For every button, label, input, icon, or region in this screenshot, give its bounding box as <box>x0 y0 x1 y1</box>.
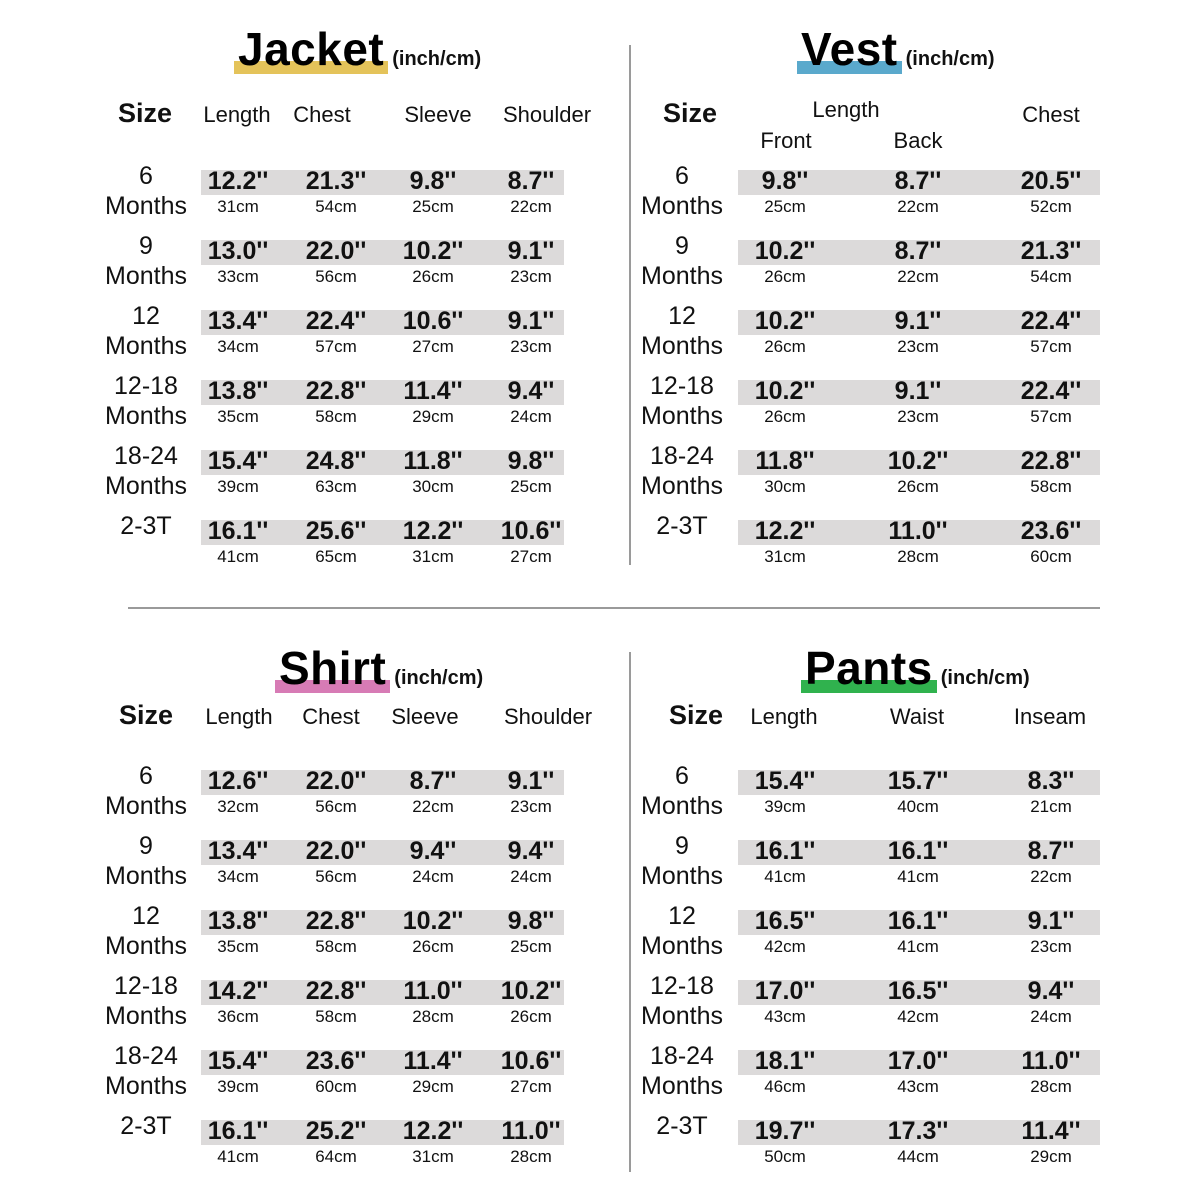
size-label: 12-18 Months <box>105 972 187 1030</box>
cm-value: 22cm <box>510 197 552 216</box>
cm-value: 32cm <box>217 797 259 816</box>
cm-value: 24cm <box>510 407 552 426</box>
inch-value: 15.4'' <box>207 1047 269 1075</box>
cm-value: 52cm <box>1030 197 1072 216</box>
cm-value: 26cm <box>764 337 806 356</box>
cm-value: 39cm <box>217 477 259 496</box>
size-label: 6 Months <box>641 762 723 820</box>
cm-value: 25cm <box>764 197 806 216</box>
jacket-header-shoulder: Shoulder <box>502 102 592 127</box>
inch-value: 24.8'' <box>305 447 367 475</box>
inch-value: 11.0'' <box>501 1117 561 1145</box>
jacket-header-length: Length <box>203 102 271 127</box>
inch-value: 15.4'' <box>207 447 269 475</box>
inch-value: 21.3'' <box>1020 237 1082 265</box>
cm-value: 29cm <box>412 1077 454 1096</box>
size-label: 12 Months <box>641 902 723 960</box>
inch-value: 16.5'' <box>887 977 949 1005</box>
inch-value: 17.3'' <box>887 1117 949 1145</box>
inch-value: 10.2'' <box>402 237 464 265</box>
inch-value: 14.2'' <box>207 977 269 1005</box>
cm-value: 56cm <box>315 797 357 816</box>
inch-value: 11.0'' <box>888 517 948 545</box>
cm-value: 25cm <box>510 477 552 496</box>
inch-value: 22.0'' <box>305 767 367 795</box>
pants-header-inseam: Inseam <box>1013 704 1087 729</box>
cm-value: 24cm <box>412 867 454 886</box>
cm-value: 31cm <box>764 547 806 566</box>
vest-header-front: Front <box>760 128 812 153</box>
cm-value: 57cm <box>1030 337 1072 356</box>
cm-value: 21cm <box>1030 797 1072 816</box>
cm-value: 28cm <box>897 547 939 566</box>
jacket-table <box>0 0 600 600</box>
pants-table <box>600 600 1200 1200</box>
inch-value: 10.2'' <box>402 907 464 935</box>
inch-value: 10.6'' <box>500 1047 562 1075</box>
cm-value: 27cm <box>510 1077 552 1096</box>
table-row <box>600 972 1200 1047</box>
cm-value: 27cm <box>510 547 552 566</box>
pants-unit: (inch/cm) <box>940 667 1030 689</box>
inch-value: 16.1'' <box>207 1117 269 1145</box>
cm-value: 57cm <box>1030 407 1072 426</box>
inch-value: 22.4'' <box>1020 307 1082 335</box>
inch-value: 9.8'' <box>507 447 555 475</box>
inch-value: 9.1'' <box>894 377 942 405</box>
cm-value: 43cm <box>897 1077 939 1096</box>
vest-header-length-group: Length <box>812 97 880 122</box>
inch-value: 18.1'' <box>754 1047 816 1075</box>
cm-value: 23cm <box>897 407 939 426</box>
vest-title: Vest <box>801 26 898 72</box>
pants-header-length: Length <box>750 704 818 729</box>
table-row <box>600 902 1200 977</box>
inch-value: 13.4'' <box>207 307 269 335</box>
cm-value: 41cm <box>897 867 939 886</box>
table-row <box>0 512 600 587</box>
cm-value: 26cm <box>764 267 806 286</box>
jacket-unit: (inch/cm) <box>392 48 482 70</box>
inch-value: 10.6'' <box>500 517 562 545</box>
cm-value: 30cm <box>412 477 454 496</box>
cm-value: 26cm <box>510 1007 552 1026</box>
jacket-header-sleeve: Sleeve <box>404 102 472 127</box>
vest-header-size: Size <box>662 98 718 128</box>
cm-value: 46cm <box>764 1077 806 1096</box>
inch-value: 22.8'' <box>305 907 367 935</box>
size-label: 2-3T <box>120 1112 172 1140</box>
cm-value: 31cm <box>412 547 454 566</box>
cm-value: 25cm <box>510 937 552 956</box>
inch-value: 22.8'' <box>305 977 367 1005</box>
inch-value: 12.2'' <box>754 517 816 545</box>
cm-value: 41cm <box>217 1147 259 1166</box>
inch-value: 11.4'' <box>403 1047 463 1075</box>
inch-value: 23.6'' <box>1020 517 1082 545</box>
cm-value: 31cm <box>412 1147 454 1166</box>
cm-value: 56cm <box>315 267 357 286</box>
pants-title: Pants <box>805 645 933 691</box>
cm-value: 65cm <box>315 547 357 566</box>
size-label: 12 Months <box>105 902 187 960</box>
size-label: 12-18 Months <box>105 372 187 430</box>
cm-value: 23cm <box>510 267 552 286</box>
inch-value: 11.8'' <box>403 447 463 475</box>
vest-header-chest: Chest <box>1022 102 1080 127</box>
inch-value: 10.2'' <box>754 237 816 265</box>
inch-value: 23.6'' <box>305 1047 367 1075</box>
inch-value: 9.1'' <box>507 307 555 335</box>
jacket-title: Jacket <box>238 26 384 72</box>
table-row <box>0 1042 600 1117</box>
cm-value: 23cm <box>897 337 939 356</box>
inch-value: 9.1'' <box>507 237 555 265</box>
table-row <box>0 832 600 907</box>
table-row <box>0 232 600 307</box>
cm-value: 64cm <box>315 1147 357 1166</box>
cm-value: 28cm <box>412 1007 454 1026</box>
inch-value: 11.8'' <box>755 447 815 475</box>
pants-header-size: Size <box>668 700 724 730</box>
cm-value: 56cm <box>315 867 357 886</box>
vest-table <box>600 0 1200 600</box>
inch-value: 22.4'' <box>305 307 367 335</box>
vest-unit: (inch/cm) <box>905 48 995 70</box>
inch-value: 13.0'' <box>207 237 269 265</box>
cm-value: 28cm <box>510 1147 552 1166</box>
cm-value: 35cm <box>217 407 259 426</box>
cm-value: 39cm <box>217 1077 259 1096</box>
cm-value: 26cm <box>764 407 806 426</box>
inch-value: 8.3'' <box>1027 767 1075 795</box>
shirt-heading <box>279 642 484 694</box>
cm-value: 60cm <box>1030 547 1072 566</box>
table-row <box>0 162 600 237</box>
cm-value: 60cm <box>315 1077 357 1096</box>
inch-value: 10.2'' <box>500 977 562 1005</box>
size-label: 18-24 Months <box>641 442 723 500</box>
inch-value: 22.8'' <box>1020 447 1082 475</box>
inch-value: 9.4'' <box>409 837 457 865</box>
table-row <box>600 372 1200 447</box>
cm-value: 44cm <box>897 1147 939 1166</box>
shirt-header-shoulder: Shoulder <box>503 704 593 729</box>
table-row <box>600 442 1200 517</box>
cm-value: 34cm <box>217 337 259 356</box>
table-row <box>600 512 1200 587</box>
table-row <box>600 832 1200 907</box>
cm-value: 22cm <box>412 797 454 816</box>
inch-value: 9.4'' <box>507 837 555 865</box>
inch-value: 12.2'' <box>207 167 269 195</box>
inch-value: 12.6'' <box>207 767 269 795</box>
inch-value: 9.4'' <box>1027 977 1075 1005</box>
inch-value: 19.7'' <box>754 1117 816 1145</box>
inch-value: 9.1'' <box>507 767 555 795</box>
inch-value: 8.7'' <box>894 237 942 265</box>
shirt-header-size: Size <box>118 700 174 730</box>
cm-value: 35cm <box>217 937 259 956</box>
cm-value: 57cm <box>315 337 357 356</box>
cm-value: 24cm <box>1030 1007 1072 1026</box>
cm-value: 50cm <box>764 1147 806 1166</box>
inch-value: 9.1'' <box>894 307 942 335</box>
cm-value: 41cm <box>217 547 259 566</box>
inch-value: 8.7'' <box>507 167 555 195</box>
size-label: 9 Months <box>105 832 187 890</box>
jacket-heading <box>238 23 482 75</box>
shirt-title: Shirt <box>279 645 386 691</box>
size-label: 2-3T <box>656 1112 708 1140</box>
inch-value: 17.0'' <box>887 1047 949 1075</box>
table-row <box>600 762 1200 837</box>
size-label: 18-24 Months <box>641 1042 723 1100</box>
cm-value: 22cm <box>897 267 939 286</box>
size-label: 2-3T <box>120 512 172 540</box>
inch-value: 8.7'' <box>1027 837 1075 865</box>
inch-value: 22.8'' <box>305 377 367 405</box>
size-label: 6 Months <box>641 162 723 220</box>
inch-value: 12.2'' <box>402 517 464 545</box>
inch-value: 10.6'' <box>402 307 464 335</box>
table-row <box>600 162 1200 237</box>
inch-value: 9.8'' <box>761 167 809 195</box>
inch-value: 11.4'' <box>1021 1117 1081 1145</box>
cm-value: 27cm <box>412 337 454 356</box>
jacket-header-size: Size <box>117 98 173 128</box>
inch-value: 11.0'' <box>1021 1047 1081 1075</box>
inch-value: 16.1'' <box>207 517 269 545</box>
jacket-header-chest: Chest <box>293 102 351 127</box>
cm-value: 23cm <box>510 797 552 816</box>
table-row <box>0 762 600 837</box>
cm-value: 54cm <box>1030 267 1072 286</box>
table-row <box>0 442 600 517</box>
cm-value: 58cm <box>1030 477 1072 496</box>
inch-value: 11.4'' <box>403 377 463 405</box>
table-row <box>600 232 1200 307</box>
inch-value: 9.8'' <box>409 167 457 195</box>
cm-value: 42cm <box>764 937 806 956</box>
pants-header-waist: Waist <box>889 704 945 729</box>
size-label: 9 Months <box>105 232 187 290</box>
inch-value: 25.2'' <box>305 1117 367 1145</box>
cm-value: 26cm <box>897 477 939 496</box>
size-label: 12 Months <box>641 302 723 360</box>
inch-value: 22.0'' <box>305 837 367 865</box>
size-label: 6 Months <box>105 762 187 820</box>
cm-value: 58cm <box>315 407 357 426</box>
inch-value: 9.8'' <box>507 907 555 935</box>
cm-value: 33cm <box>217 267 259 286</box>
cm-value: 42cm <box>897 1007 939 1026</box>
inch-value: 12.2'' <box>402 1117 464 1145</box>
cm-value: 58cm <box>315 937 357 956</box>
cm-value: 31cm <box>217 197 259 216</box>
cm-value: 29cm <box>412 407 454 426</box>
table-row <box>0 372 600 447</box>
cm-value: 25cm <box>412 197 454 216</box>
inch-value: 15.4'' <box>754 767 816 795</box>
inch-value: 16.1'' <box>887 837 949 865</box>
size-label: 18-24 Months <box>105 442 187 500</box>
size-label: 2-3T <box>656 512 708 540</box>
inch-value: 13.8'' <box>207 907 269 935</box>
table-row <box>600 1112 1200 1187</box>
inch-value: 11.0'' <box>403 977 463 1005</box>
inch-value: 22.0'' <box>305 237 367 265</box>
inch-value: 8.7'' <box>409 767 457 795</box>
inch-value: 15.7'' <box>887 767 949 795</box>
shirt-unit: (inch/cm) <box>394 667 484 689</box>
inch-value: 8.7'' <box>894 167 942 195</box>
cm-value: 34cm <box>217 867 259 886</box>
cm-value: 23cm <box>510 337 552 356</box>
size-label: 9 Months <box>641 832 723 890</box>
shirt-header-chest: Chest <box>302 704 360 729</box>
cm-value: 30cm <box>764 477 806 496</box>
inch-value: 22.4'' <box>1020 377 1082 405</box>
table-row <box>0 972 600 1047</box>
inch-value: 10.2'' <box>754 377 816 405</box>
shirt-header-sleeve: Sleeve <box>391 704 459 729</box>
table-row <box>0 902 600 977</box>
shirt-table <box>0 600 600 1200</box>
size-label: 18-24 Months <box>105 1042 187 1100</box>
cm-value: 54cm <box>315 197 357 216</box>
inch-value: 17.0'' <box>754 977 816 1005</box>
cm-value: 23cm <box>1030 937 1072 956</box>
cm-value: 22cm <box>897 197 939 216</box>
cm-value: 43cm <box>764 1007 806 1026</box>
size-label: 12-18 Months <box>641 372 723 430</box>
table-row <box>0 1112 600 1187</box>
cm-value: 22cm <box>1030 867 1072 886</box>
cm-value: 24cm <box>510 867 552 886</box>
inch-value: 25.6'' <box>305 517 367 545</box>
inch-value: 20.5'' <box>1020 167 1082 195</box>
cm-value: 36cm <box>217 1007 259 1026</box>
cm-value: 41cm <box>897 937 939 956</box>
cm-value: 58cm <box>315 1007 357 1026</box>
cm-value: 39cm <box>764 797 806 816</box>
inch-value: 9.1'' <box>1027 907 1075 935</box>
cm-value: 63cm <box>315 477 357 496</box>
inch-value: 16.5'' <box>754 907 816 935</box>
size-label: 9 Months <box>641 232 723 290</box>
vest-header-back: Back <box>893 128 943 153</box>
pants-heading <box>805 642 1030 694</box>
inch-value: 21.3'' <box>305 167 367 195</box>
cm-value: 28cm <box>1030 1077 1072 1096</box>
cm-value: 26cm <box>412 267 454 286</box>
table-row <box>0 302 600 377</box>
inch-value: 10.2'' <box>887 447 949 475</box>
inch-value: 10.2'' <box>754 307 816 335</box>
cm-value: 29cm <box>1030 1147 1072 1166</box>
shirt-header-length: Length <box>205 704 273 729</box>
inch-value: 13.8'' <box>207 377 269 405</box>
inch-value: 16.1'' <box>887 907 949 935</box>
inch-value: 16.1'' <box>754 837 816 865</box>
cm-value: 26cm <box>412 937 454 956</box>
vest-heading <box>801 23 995 75</box>
cm-value: 41cm <box>764 867 806 886</box>
cm-value: 40cm <box>897 797 939 816</box>
inch-value: 13.4'' <box>207 837 269 865</box>
size-label: 6 Months <box>105 162 187 220</box>
size-label: 12 Months <box>105 302 187 360</box>
size-label: 12-18 Months <box>641 972 723 1030</box>
table-row <box>600 1042 1200 1117</box>
table-row <box>600 302 1200 377</box>
inch-value: 9.4'' <box>507 377 555 405</box>
